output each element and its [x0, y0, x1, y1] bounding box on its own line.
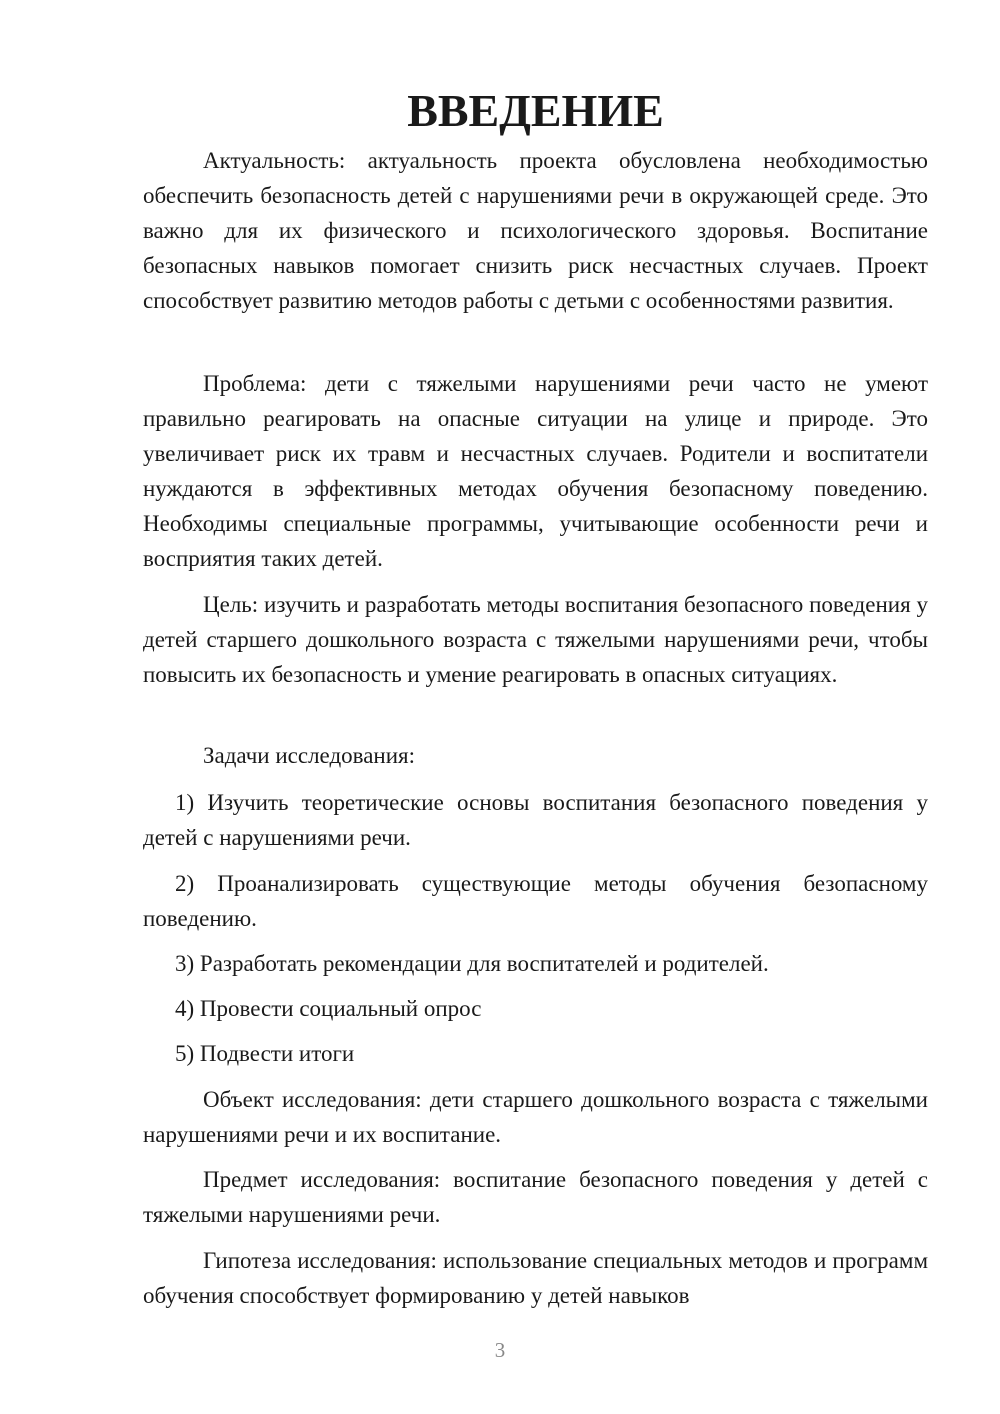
- subject-paragraph: Предмет исследования: воспитание безопасного поведения у детей с тяжелыми нарушениями речи.: [143, 1167, 928, 1227]
- hypothesis-paragraph: Гипотеза исследования: использование специальных методов и программ обучения способствует формированию у детей навыков: [143, 1248, 928, 1308]
- object-paragraph: Объект исследования: дети старшего дошкольного возраста с тяжелыми нарушениями речи и их воспитание.: [143, 1087, 928, 1147]
- task-item-5: 5) Подвести итоги: [175, 1041, 355, 1066]
- goal-paragraph: Цель: изучить и разработать методы воспитания безопасного поведения у детей старшего дошкольного возраста с тяжелыми нарушениями речи, чтобы повысить их безопасность и умение реагировать в опасных ситуациях.: [143, 592, 928, 687]
- page-title: ВВЕДЕНИЕ: [407, 85, 664, 136]
- task-item-4: 4) Провести социальный опрос: [175, 996, 482, 1021]
- task-item-2: 2) Проанализировать существующие методы обучения безопасному поведению.: [143, 871, 928, 931]
- page-number: 3: [494, 1338, 506, 1362]
- tasks-heading: Задачи исследования:: [203, 743, 416, 768]
- relevance-paragraph: Актуальность: актуальность проекта обусловлена необходимостью обеспечить безопасность детей с нарушениями речи в окружающей среде. Это важно для их физического и психологического здоровья. Воспитание безопасных навыков помогает снизить риск несчастных случаев. Проект способствует развитию методов работы с детьми с особенностями развития.: [143, 148, 928, 313]
- problem-paragraph: Проблема: дети с тяжелыми нарушениями речи часто не умеют правильно реагировать на опасные ситуации на улице и природе. Это увеличивает риск их травм и несчастных случаев. Родители и воспитатели нуждаются в эффективных методах обучения безопасному поведению. Необходимы специальные программы, учитывающие особенности речи и восприятия таких детей.: [143, 371, 928, 571]
- task-item-3: 3) Разработать рекомендации для воспитателей и родителей.: [175, 951, 769, 976]
- task-item-1: 1) Изучить теоретические основы воспитания безопасного поведения у детей с нарушениями речи.: [143, 790, 928, 850]
